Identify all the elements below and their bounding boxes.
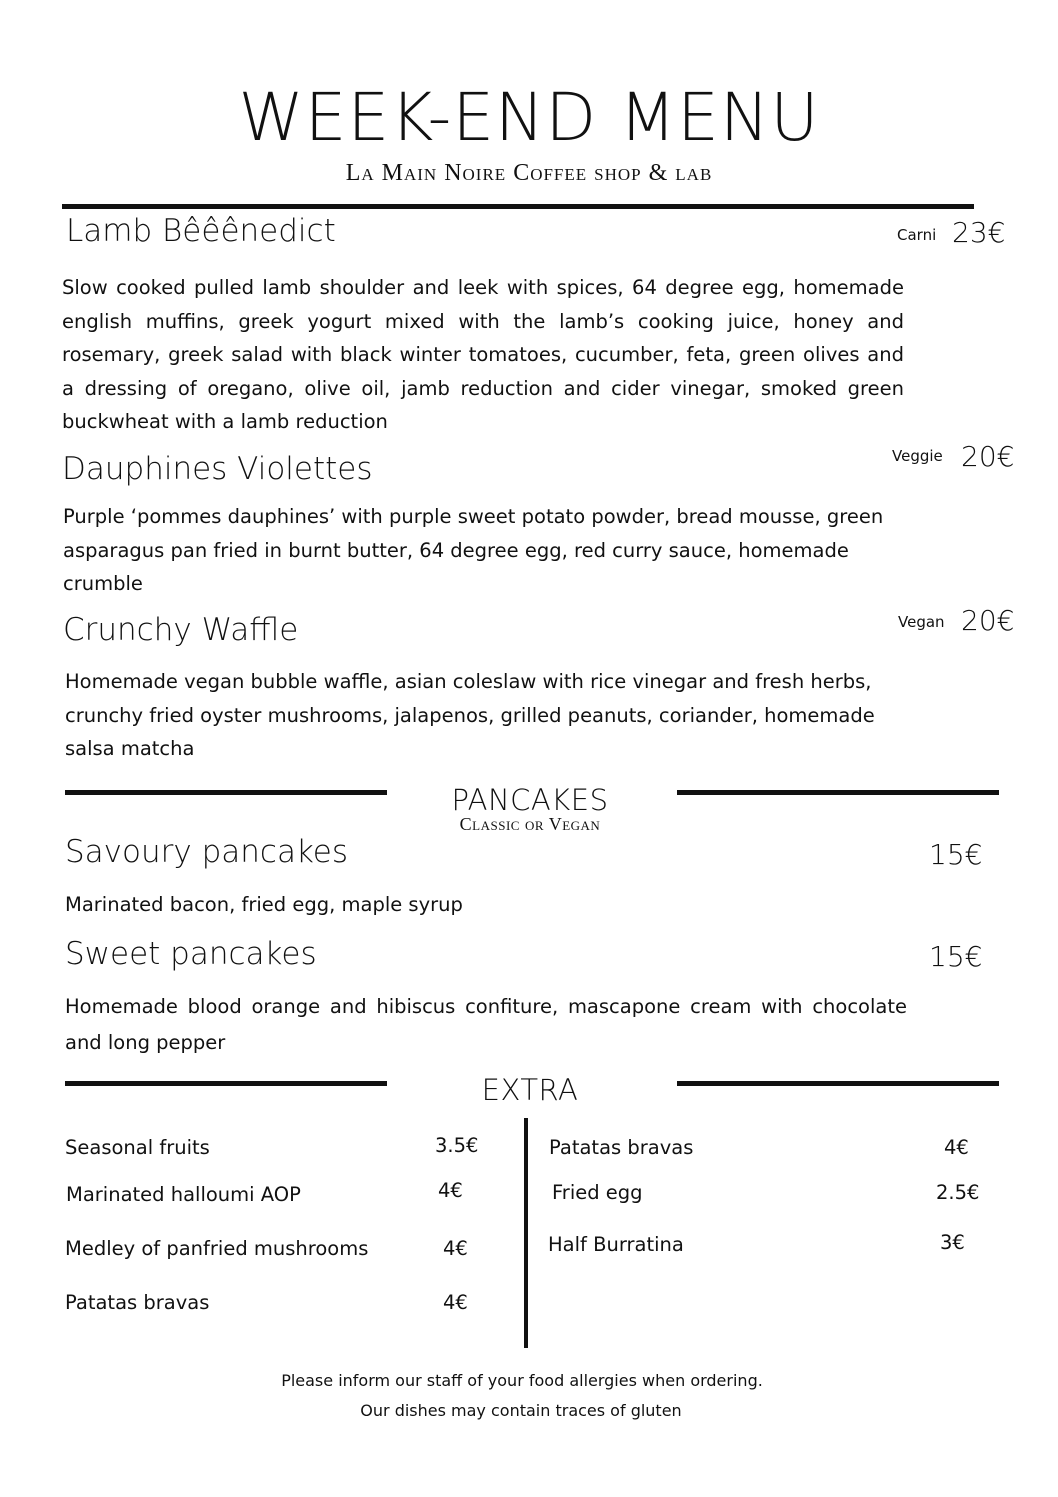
menu-title: WEEK-END MENU (238, 79, 820, 156)
pancakes-divider-left (65, 790, 387, 795)
extra-item-price: 4€ (438, 1179, 463, 1202)
dish-description: Purple ‘pommes dauphines’ with purple sweet potato powder, bread mousse, green asparagus pan fried in burnt butter, 64 degree egg, red curry sauce, homemade crumble (63, 505, 884, 595)
dish-name: Lamb Bêêênedict (66, 213, 336, 249)
extra-item-price: 3€ (940, 1231, 965, 1254)
extra-item-price: 2.5€ (936, 1181, 980, 1204)
extra-divider-right (677, 1081, 999, 1086)
dish-tag: Carni (897, 226, 937, 244)
extra-item-price: 3.5€ (435, 1134, 479, 1157)
dish-name: Dauphines Violettes (62, 451, 373, 487)
dish-price: 20€ (961, 604, 1015, 637)
extra-item-price: 4€ (443, 1291, 468, 1314)
extra-column-divider (524, 1118, 528, 1348)
dish-tag: Veggie (892, 447, 943, 465)
extra-divider-left (65, 1081, 387, 1086)
pancake-name: Savoury pancakes (65, 834, 349, 870)
dish-description: Homemade vegan bubble waffle, asian coleslaw with rice vinegar and fresh herbs, crunchy fried oyster mushrooms, jalapenos, grilled peanuts, coriander, homemade salsa matcha (65, 670, 875, 760)
dish-description: Slow cooked pulled lamb shoulder and leek with spices, 64 degree egg, homemade english muffins, greek yogurt mixed with the lamb’s cooking juice, honey and rosemary, greek salad with black winter tomatoes, cucumber, feta, green olives and a dressing of oregano, olive oil, jamb reduction and cider vinegar, smoked green buckwheat with a lamb reduction (62, 276, 904, 433)
extra-item-name: Fried egg (552, 1181, 643, 1204)
pancake-price: 15€ (929, 838, 983, 871)
extra-item-price: 4€ (944, 1136, 969, 1159)
extra-item-name: Half Burratina (548, 1233, 684, 1256)
pancakes-divider-right (677, 790, 999, 795)
pancake-description: Homemade blood orange and hibiscus confiture, mascapone cream with chocolate and long pepper (65, 995, 907, 1054)
allergy-notice: Please inform our staff of your food allergies when ordering. (281, 1371, 763, 1390)
header-divider (62, 204, 974, 209)
pancake-description: Marinated bacon, fried egg, maple syrup (65, 893, 463, 916)
pancake-name: Sweet pancakes (65, 936, 317, 972)
pancakes-subheading: Classic or Vegan (459, 814, 601, 834)
gluten-notice: Our dishes may contain traces of gluten (360, 1401, 682, 1420)
dish-price: 20€ (961, 440, 1015, 473)
dish-price: 23€ (952, 216, 1006, 249)
extra-item-name: Patatas bravas (65, 1291, 210, 1314)
extra-item-price: 4€ (443, 1237, 468, 1260)
extra-item-name: Seasonal fruits (65, 1136, 210, 1159)
dish-name: Crunchy Waffle (63, 612, 299, 648)
extra-item-name: Medley of panfried mushrooms (65, 1237, 369, 1260)
extra-heading: EXTRA (481, 1073, 579, 1107)
menu-subtitle: La Main Noire Coffee shop & lab (345, 160, 713, 186)
pancakes-heading: PANCAKES (451, 783, 609, 817)
dish-tag: Vegan (898, 613, 945, 631)
extra-item-name: Marinated halloumi AOP (66, 1183, 301, 1206)
extra-item-name: Patatas bravas (549, 1136, 694, 1159)
pancake-price: 15€ (929, 940, 983, 973)
